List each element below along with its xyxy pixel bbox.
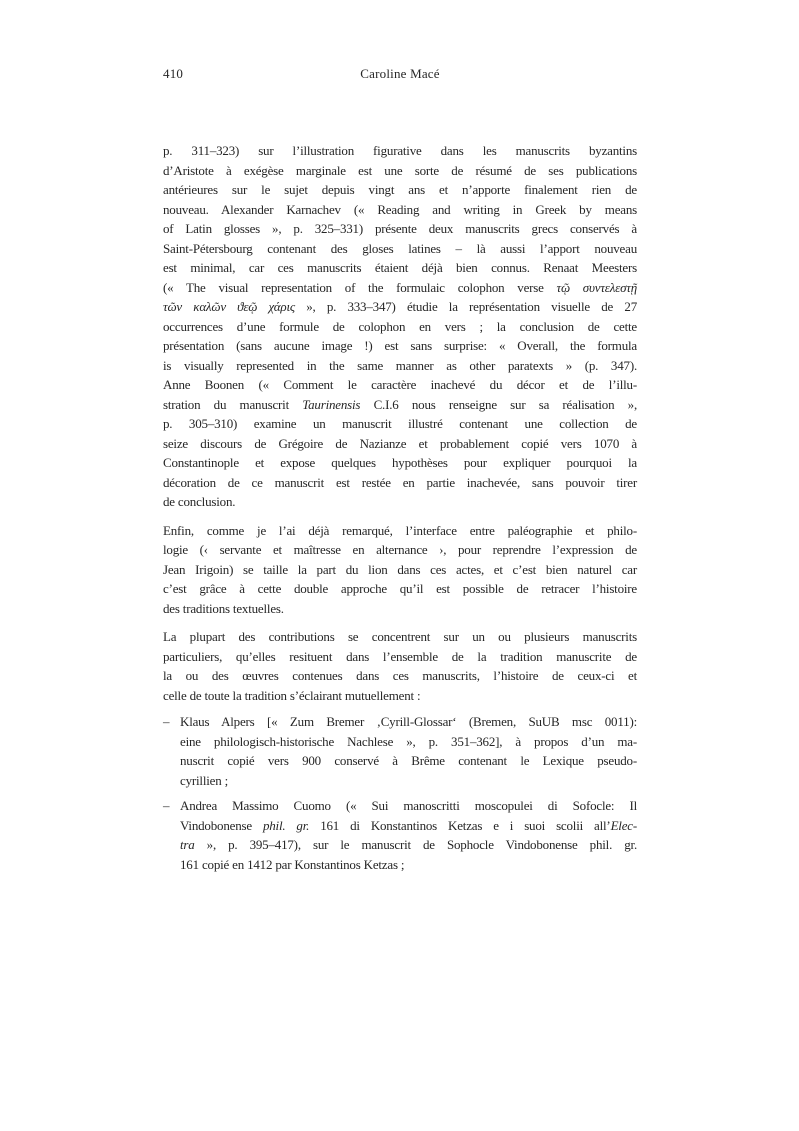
page-header bbox=[163, 66, 637, 82]
text-line bbox=[163, 258, 637, 278]
text-run: antérieures sur le sujet depuis vingt ans et n’apporte finalement rien de bbox=[163, 182, 637, 197]
text-run: celle de toute la tradition s’éclairant mutuellement : bbox=[163, 687, 421, 703]
text-run: of Latin glosses », p. 325–331) présente deux manuscrits grecs conservés à bbox=[163, 221, 637, 236]
paragraph bbox=[163, 521, 637, 619]
text-line bbox=[163, 579, 637, 599]
text-line bbox=[163, 336, 637, 356]
text-line bbox=[163, 434, 637, 454]
text-line bbox=[163, 599, 637, 619]
paragraph bbox=[163, 141, 637, 512]
text-line bbox=[163, 540, 637, 560]
text-run: (« The visual representation of the formulaic colophon verse bbox=[163, 279, 557, 295]
text-run: eine philologisch-historische Nachlese », p. 351–362], à propos d’un ma- bbox=[180, 733, 637, 749]
text-run: nouveau. Alexander Karnachev (« Reading and writing in Greek by means bbox=[163, 201, 637, 217]
text-line bbox=[163, 414, 637, 434]
list-marker: – bbox=[163, 798, 170, 813]
text-run: stration du manuscrit bbox=[163, 396, 303, 412]
text-run: τῶν καλῶν ϑεῷ χάρις bbox=[163, 299, 295, 314]
text-line bbox=[163, 180, 637, 200]
text-run: Constantinople et expose quelques hypothèses pour expliquer pourquoi la bbox=[163, 455, 637, 470]
text-line bbox=[163, 356, 637, 376]
text-run: C.I.6 nous renseigne sur sa réalisation », bbox=[360, 396, 637, 412]
text-run: Enfin, comme je l’ai déjà remarqué, l’interface entre paléographie et philo- bbox=[163, 522, 637, 538]
text-line bbox=[180, 835, 637, 855]
text-line bbox=[163, 666, 637, 686]
text-run: Anne Boonen (« Comment le caractère inachevé du décor et de l’illu- bbox=[163, 377, 637, 392]
text-line bbox=[163, 161, 637, 181]
text-run: Elec- bbox=[610, 817, 637, 833]
text-run: », p. 333–347) étudie la représentation visuelle de 27 bbox=[294, 299, 637, 314]
text-run: is visually represented in the same manner as other paratexts » (p. 347). bbox=[163, 357, 637, 373]
text-run: p. 311–323) sur l’illustration figurative dans les manuscrits byzantins bbox=[163, 143, 637, 158]
text-run: la ou des œuvres contenues dans ces manuscrits, l’histoire de ceux-ci et bbox=[163, 668, 637, 683]
text-run: Jean Irigoin) se taille la part du lion dans ces actes, et c’est bien naturel car bbox=[163, 561, 637, 577]
text-run: d’Aristote à exégèse marginale est une sorte de résumé de ses publications bbox=[163, 162, 637, 178]
text-run: décoration de ce manuscrit est restée en partie inachevée, sans pouvoir tirer bbox=[163, 474, 637, 490]
text-line bbox=[180, 732, 637, 752]
text-line bbox=[163, 239, 637, 259]
text-line bbox=[180, 855, 637, 875]
text-block bbox=[163, 141, 637, 874]
running-title: Caroline Macé bbox=[360, 66, 440, 81]
text-line bbox=[163, 395, 637, 415]
text-run: seize discours de Grégoire de Nazianze et probablement copié vers 1070 à bbox=[163, 435, 637, 451]
text-line bbox=[163, 219, 637, 239]
page-number: 410 bbox=[163, 66, 184, 81]
text-run: de conclusion. bbox=[163, 494, 236, 509]
text-run: τῷ συντελεστῇ bbox=[556, 279, 637, 295]
text-line bbox=[163, 297, 637, 317]
text-run: Andrea Massimo Cuomo (« Sui manoscritti moscopulei di Sofocle: Il bbox=[180, 798, 637, 813]
text-run: c’est grâce à cette double approche qu’il est possible de retracer l’histoire bbox=[163, 581, 637, 596]
text-line bbox=[163, 278, 637, 298]
text-line bbox=[163, 627, 637, 647]
text-run: Vindobonense bbox=[180, 817, 263, 833]
text-run: p. 305–310) examine un manuscrit illustré contenant une collection de bbox=[163, 416, 637, 431]
text-line bbox=[163, 686, 637, 706]
text-run: nuscrit copié vers 900 conservé à Brême contenant le Lexique pseudo- bbox=[180, 753, 637, 768]
text-line bbox=[163, 200, 637, 220]
text-run: La plupart des contributions se concentrent sur un ou plusieurs manuscrits bbox=[163, 629, 637, 644]
text-line bbox=[163, 453, 637, 473]
text-run: Klaus Alpers [« Zum Bremer ‚Cyrill-Glossar‘ (Bremen, SuUB msc 0011): bbox=[180, 714, 637, 729]
text-run: phil. gr. bbox=[262, 817, 310, 833]
text-run: Saint-Pétersbourg contenant des gloses latines – là aussi l’apport nouveau bbox=[163, 240, 637, 256]
paragraph bbox=[163, 627, 637, 705]
text-line bbox=[163, 473, 637, 493]
text-line bbox=[163, 521, 637, 541]
text-line bbox=[163, 317, 637, 337]
list-item bbox=[163, 796, 637, 874]
text-line bbox=[180, 771, 637, 791]
list-marker: – bbox=[163, 714, 170, 729]
text-run: des traditions textuelles. bbox=[163, 600, 284, 616]
text-run: », p. 395–417), sur le manuscrit de Sophocle Vindobonense phil. gr. bbox=[194, 837, 637, 852]
text-run: tra bbox=[180, 837, 195, 852]
text-run: logie (‹ servante et maîtresse en alternance ›, pour reprendre l’expression de bbox=[163, 542, 637, 557]
text-line bbox=[163, 375, 637, 395]
text-line bbox=[180, 712, 637, 732]
text-run: présentation (sans aucune image !) est sans surprise: « Overall, the formula bbox=[163, 338, 637, 353]
text-line bbox=[163, 560, 637, 580]
text-run: Taurinensis bbox=[302, 396, 361, 412]
text-run: est minimal, car ces manuscrits étaient déjà bien connus. Renaat Meesters bbox=[163, 260, 637, 275]
text-line bbox=[180, 751, 637, 771]
text-line bbox=[180, 816, 637, 836]
text-line bbox=[180, 796, 637, 816]
list-item bbox=[163, 712, 637, 790]
text-line bbox=[163, 141, 637, 161]
text-run: cyrillien ; bbox=[180, 772, 228, 788]
text-line bbox=[163, 492, 637, 512]
text-run: occurrences d’une formule de colophon en vers ; la conclusion de cette bbox=[163, 318, 637, 334]
text-run: 161 di Konstantinos Ketzas e i suoi scolii all’ bbox=[309, 817, 611, 833]
text-line bbox=[163, 647, 637, 667]
text-run: particuliers, qu’elles resituent dans l’ensemble de la tradition manuscrite de bbox=[163, 648, 637, 664]
text-run: 161 copié en 1412 par Konstantinos Ketzas ; bbox=[180, 856, 405, 872]
